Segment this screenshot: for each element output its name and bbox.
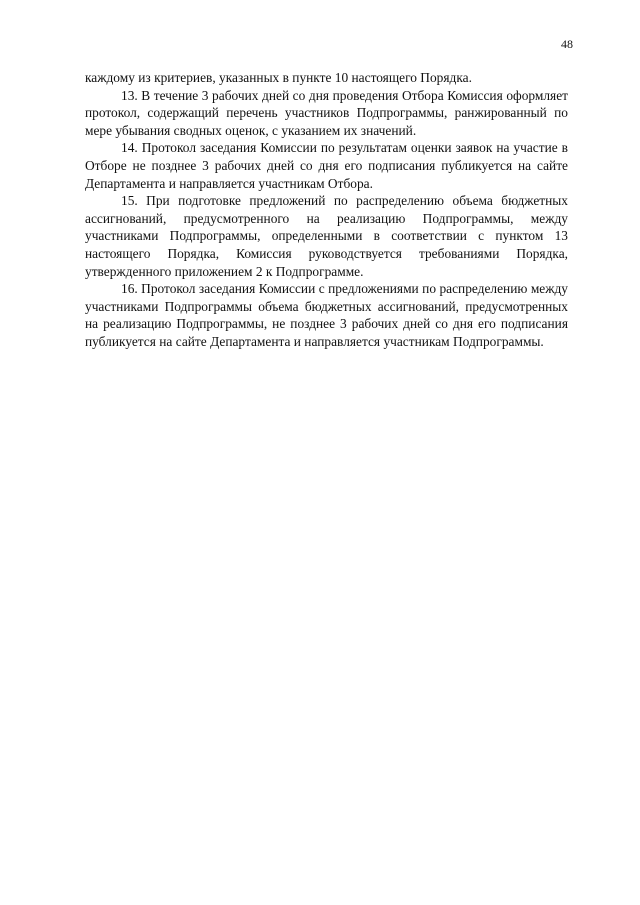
paragraph-15: 15. При подготовке предложений по распределению объема бюджетных ассигнований, предусмотренного на реализацию Подпрограммы, между участниками Подпрограммы, определенными в соответствии с пунктом 13 настоящего Порядка, Комиссия руководствуется требованиями Порядка, утвержденного приложением 2 к Подпрограмме. [85,193,568,279]
document-body [85,69,568,351]
paragraph-14: 14. Протокол заседания Комиссии по результатам оценки заявок на участие в Отборе не позднее 3 рабочих дней со дня его подписания публикуется на сайте Департамента и направляется участникам Отбора. [85,140,568,191]
paragraph-continuation: каждому из критериев, указанных в пункте 10 настоящего Порядка. [85,70,472,85]
page-number: 48 [561,37,573,51]
paragraph-16: 16. Протокол заседания Комиссии с предложениями по распределению между участниками Подпрограммы объема бюджетных ассигнований, предусмотренных на реализацию Подпрограммы, не позднее 3 рабочих дней со дня его подписания публикуется на сайте Департамента и направляется участникам Подпрограммы. [85,281,568,349]
paragraph-13: 13. В течение 3 рабочих дней со дня проведения Отбора Комиссия оформляет протокол, содержащий перечень участников Подпрограммы, ранжированный по мере убывания сводных оценок, с указанием их значений. [85,87,568,138]
